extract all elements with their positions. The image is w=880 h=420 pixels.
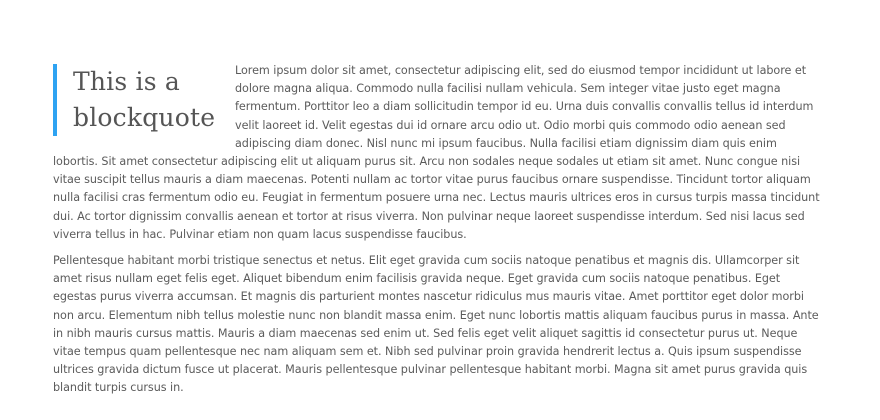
blockquote-line-1: This is a: [73, 67, 181, 96]
paragraph-1: Lorem ipsum dolor sit amet, consectetur adipiscing elit, sed do eiusmod tempor incididunt ut labore et dolore magna aliqua. Commodo nulla facilisi nullam vehicula. Sem integer vitae justo eget magna fermentum. Porttitor leo a diam sollicitudin tempor id eu. Urna duis convallis convallis tellus id interdum velit laoreet id. Velit egestas dui id ornare arcu odio ut. Odio morbi quis commodo odio aenean sed adipiscing diam donec. Nisl nunc mi ipsum faucibus. Nulla facilisi etiam dignissim diam quis enim lobortis. Sit amet consectetur adipiscing elit ut aliquam purus sit. Arcu non sodales neque sodales ut etiam sit amet. Nunc congue nisi vitae suscipit tellus mauris a diam maecenas. Potenti nullam ac tortor vitae purus faucibus ornare suspendisse. Tincidunt tortor aliquam nulla facilisi cras fermentum odio eu. Feugiat in fermentum posuere urna nec. Lectus mauris ultrices eros in cursus turpis massa tincidunt dui. Ac tortor dignissim convallis aenean et tortor at risus viverra. Non pulvinar neque laoreet suspendisse interdum. Sed nisi lacus sed viverra tellus in hac. Pulvinar etiam non quam lacus suspendisse faucibus.: [53, 64, 820, 241]
paragraph-2: Pellentesque habitant morbi tristique senectus et netus. Elit eget gravida cum sociis natoque penatibus et magnis dis. Ullamcorper sit amet risus nullam eget felis eget. Aliquet bibendum enim facilisis gravida neque. Eget gravida cum sociis natoque penatibus. Eget egestas purus viverra accumsan. Et magnis dis parturient montes nascetur ridiculus mus mauris vitae. Amet porttitor eget dolor morbi non arcu. Elementum nibh tellus molestie nunc non blandit massa enim. Eget nunc lobortis mattis aliquam faucibus purus in massa. Ante in nibh mauris cursus mattis. Mauris a diam maecenas sed enim ut. Sed felis eget velit aliquet sagittis id consectetur purus ut. Neque vitae tempus quam pellentesque nec nam aliquam sem et. Nibh sed pulvinar proin gravida hendrerit lectus a. Quis ipsum suspendisse ultrices gravida dictum fusce ut placerat. Mauris pellentesque pulvinar pellentesque habitant morbi. Magna sit amet purus gravida quis blandit turpis cursus in.: [53, 254, 819, 395]
blockquote: [53, 64, 225, 136]
post-content: [53, 62, 824, 398]
blockquote-line-2: blockquote: [73, 103, 216, 132]
